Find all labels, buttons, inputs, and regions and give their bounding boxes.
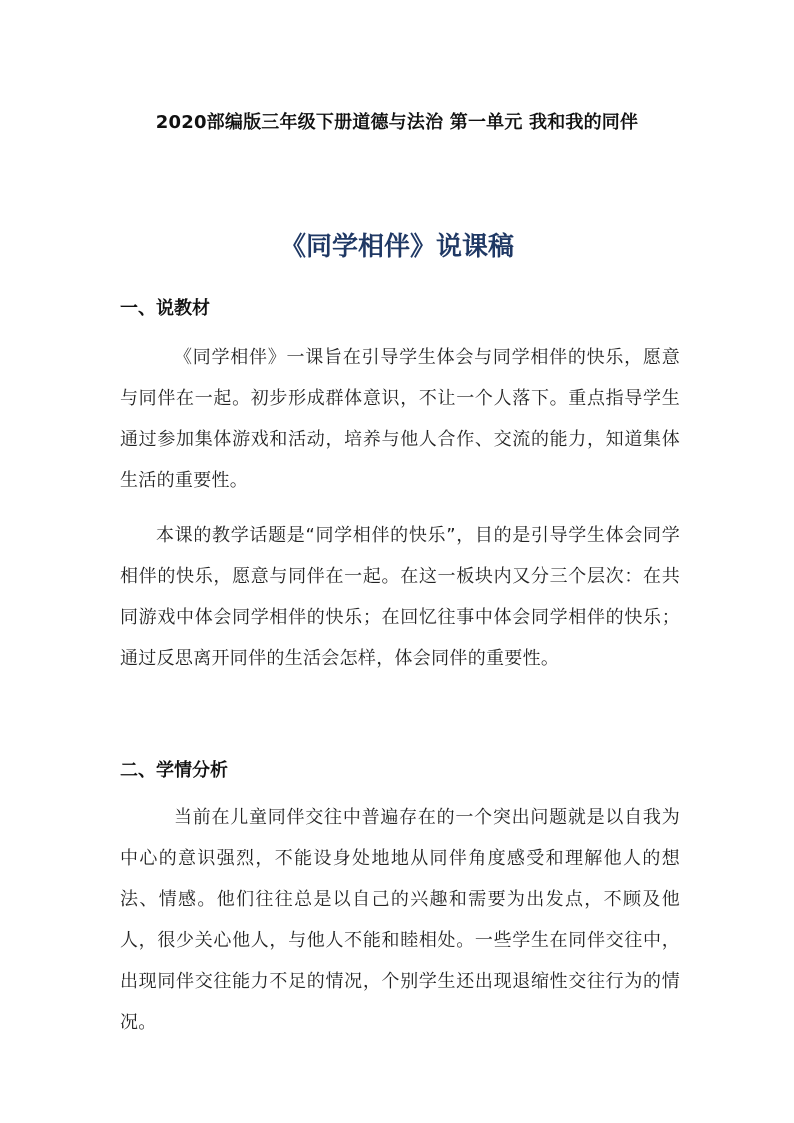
- paragraph-textbook-intro: 《同学相伴》一课旨在引导学生体会与同学相伴的快乐，愿意与同伴在一起。初步形成群体意识，不让一个人落下。重点指导学生通过参加集体游戏和活动，培养与他人合作、交流的能力，知道集体生活的重要性。: [120, 347, 680, 491]
- paragraph-textbook-topic: 本课的教学话题是“同学相伴的快乐”，目的是引导学生体会同学相伴的快乐，愿意与同伴在一起。在这一板块内又分三个层次：在共同游戏中体会同学相伴的快乐；在回忆往事中体会同学相伴的快乐；通过反思离开同伴的生活会怎样，体会同伴的重要性。: [120, 525, 680, 669]
- document-title: 《同学相伴》说课稿: [279, 232, 514, 262]
- section-heading-student-analysis: 二、学情分析: [120, 760, 228, 781]
- series-title: 2020部编版三年级下册道德与法治 第一单元 我和我的同伴: [155, 112, 639, 133]
- paragraph-student-analysis: 当前在儿童同伴交往中普遍存在的一个突出问题就是以自我为中心的意识强烈，不能设身处地地从同伴角度感受和理解他人的想法、情感。他们往往总是以自己的兴趣和需要为出发点，不顾及他人，很少关心他人，与他人不能和睦相处。一些学生在同伴交往中，出现同伴交往能力不足的情况，个别学生还出现退缩性交往行为的情况。: [120, 807, 680, 1033]
- section-heading-textbook: 一、说教材: [120, 298, 210, 319]
